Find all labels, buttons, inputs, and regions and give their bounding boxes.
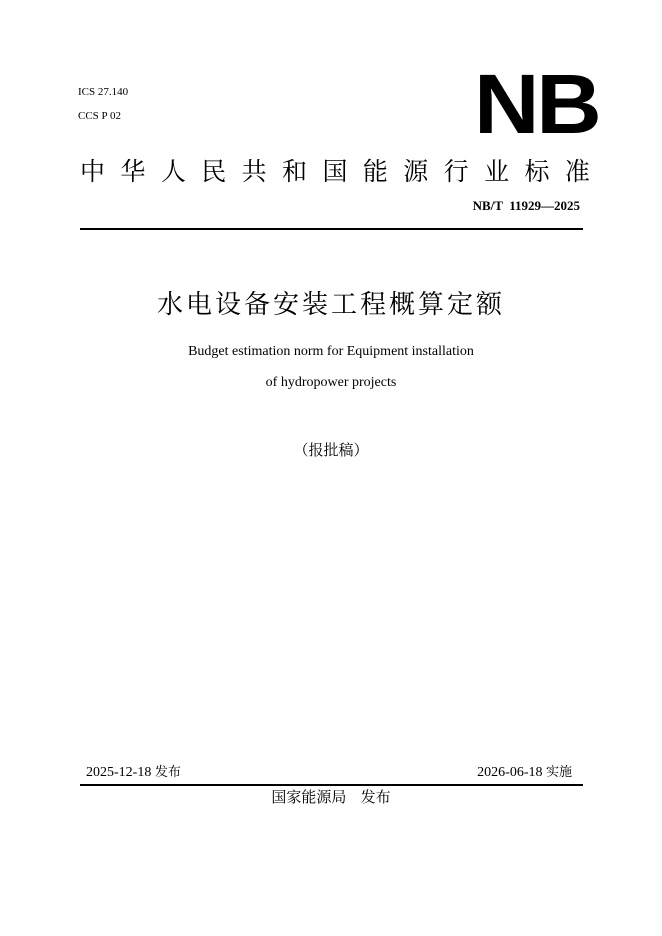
standard-code: NB/T 11929—2025 <box>472 198 580 213</box>
standard-category-title <box>80 155 590 189</box>
nb-logo: NB <box>474 57 599 151</box>
implement-date: 2026-06-18 <box>477 765 543 780</box>
document-title-en-line1: Budget estimation norm for Equipment installation <box>188 344 474 359</box>
category-char: 中 <box>80 157 106 186</box>
issue-date-line <box>86 764 181 782</box>
category-char: 能 <box>362 157 388 186</box>
implement-label: 实施 <box>545 765 572 780</box>
top-divider <box>80 228 583 230</box>
category-char: 人 <box>160 157 186 186</box>
category-char: 共 <box>241 157 267 186</box>
publisher-name: 国家能源局 <box>271 788 347 806</box>
issue-date: 2025-12-18 <box>86 765 152 780</box>
document-title-zh: 水电设备安装工程概算定额 <box>156 290 505 320</box>
document-title-en-line2: of hydropower projects <box>265 375 397 390</box>
implement-date-line <box>477 764 572 782</box>
category-char: 业 <box>484 157 510 186</box>
category-char: 行 <box>443 157 469 186</box>
ccs-code: CCS P 02 <box>78 110 122 122</box>
draft-status: （报批稿） <box>293 441 369 459</box>
publisher-line <box>0 786 662 808</box>
category-char: 和 <box>282 157 308 186</box>
ics-code: ICS 27.140 <box>78 86 129 98</box>
category-char: 国 <box>322 157 348 186</box>
category-char: 准 <box>564 157 590 186</box>
issue-label: 发布 <box>154 765 181 780</box>
publisher-action: 发布 <box>360 788 391 806</box>
category-char: 标 <box>524 157 550 186</box>
category-char: 民 <box>201 157 227 186</box>
category-char: 源 <box>403 157 429 186</box>
category-char: 华 <box>120 157 146 186</box>
